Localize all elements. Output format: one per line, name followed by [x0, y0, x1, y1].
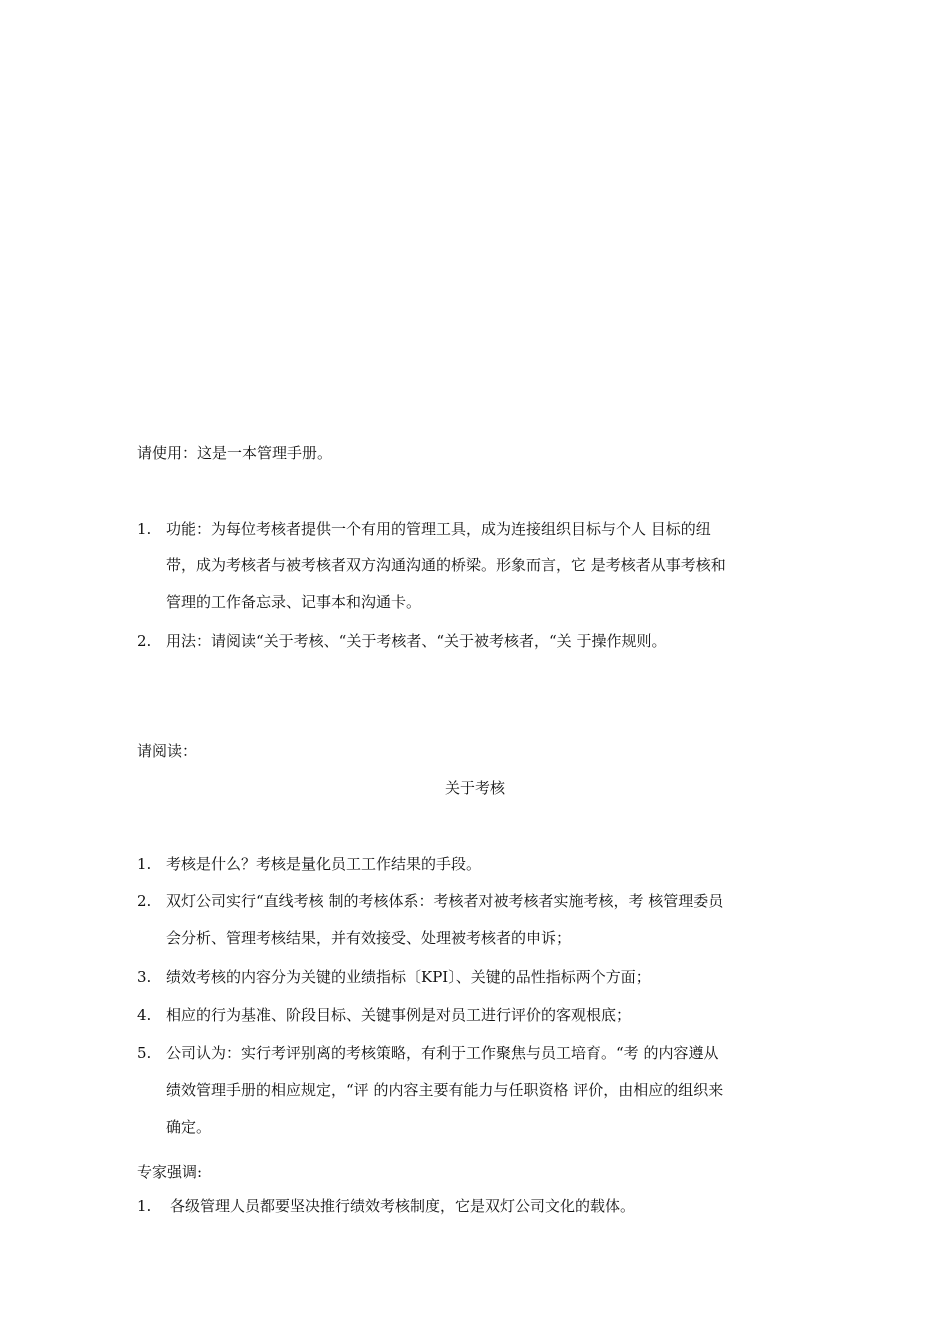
list-line: 管理的工作备忘录、记事本和沟通卡。 — [166, 593, 422, 611]
list-line: 各级管理人员都要坚决推行绩效考核制度，它是双灯公司文化的载体。 — [170, 1197, 636, 1215]
list-line: 会分析、管理考核结果，并有效接受、处理被考核者的申诉； — [166, 929, 572, 947]
list-line: 用法：请阅读“关于考核、“关于考核者、“关于被考核者，“关 于操作规则。 — [166, 632, 667, 650]
reading-label: 请阅读： — [137, 742, 198, 760]
list-number: 4. — [137, 1006, 152, 1024]
list-number: 2. — [137, 892, 152, 910]
list-line: 双灯公司实行“直线考核 制的考核体系：考核者对被考核者实施考核，考 核管理委员 — [166, 892, 724, 910]
list-line: 带，成为考核者与被考核者双方沟通沟通的桥梁。形象而言，它 是考核者从事考核和 — [166, 556, 726, 574]
list-line: 相应的行为基准、阶段目标、关键事例是对员工进行评价的客观根底； — [166, 1006, 632, 1024]
usage-heading: 请使用：这是一本管理手册。 — [137, 444, 333, 462]
list-line: 绩效考核的内容分为关键的业绩指标〔KPI〕、关键的品性指标两个方面； — [166, 968, 651, 986]
list-number: 1. — [137, 520, 152, 538]
list-line: 考核是什么？考核是量化员工工作结果的手段。 — [166, 855, 482, 873]
list-number: 1. — [137, 855, 152, 873]
list-line: 确定。 — [166, 1118, 212, 1136]
list-number: 3. — [137, 968, 152, 986]
list-number: 2. — [137, 632, 152, 650]
list-line: 绩效管理手册的相应规定，“评 的内容主要有能力与任职资格 评价，由相应的组织来 — [166, 1081, 724, 1099]
section-title: 关于考核 — [444, 779, 505, 797]
list-line: 公司认为：实行考评别离的考核策略，有利于工作聚焦与员工培育。“考 的内容遵从 — [166, 1044, 719, 1062]
expert-label: 专家强调: — [137, 1163, 203, 1181]
list-number: 5. — [137, 1044, 152, 1062]
list-line: 功能：为每位考核者提供一个有用的管理工具，成为连接组织目标与个人 目标的纽 — [166, 520, 711, 538]
list-number: 1. — [137, 1197, 152, 1215]
